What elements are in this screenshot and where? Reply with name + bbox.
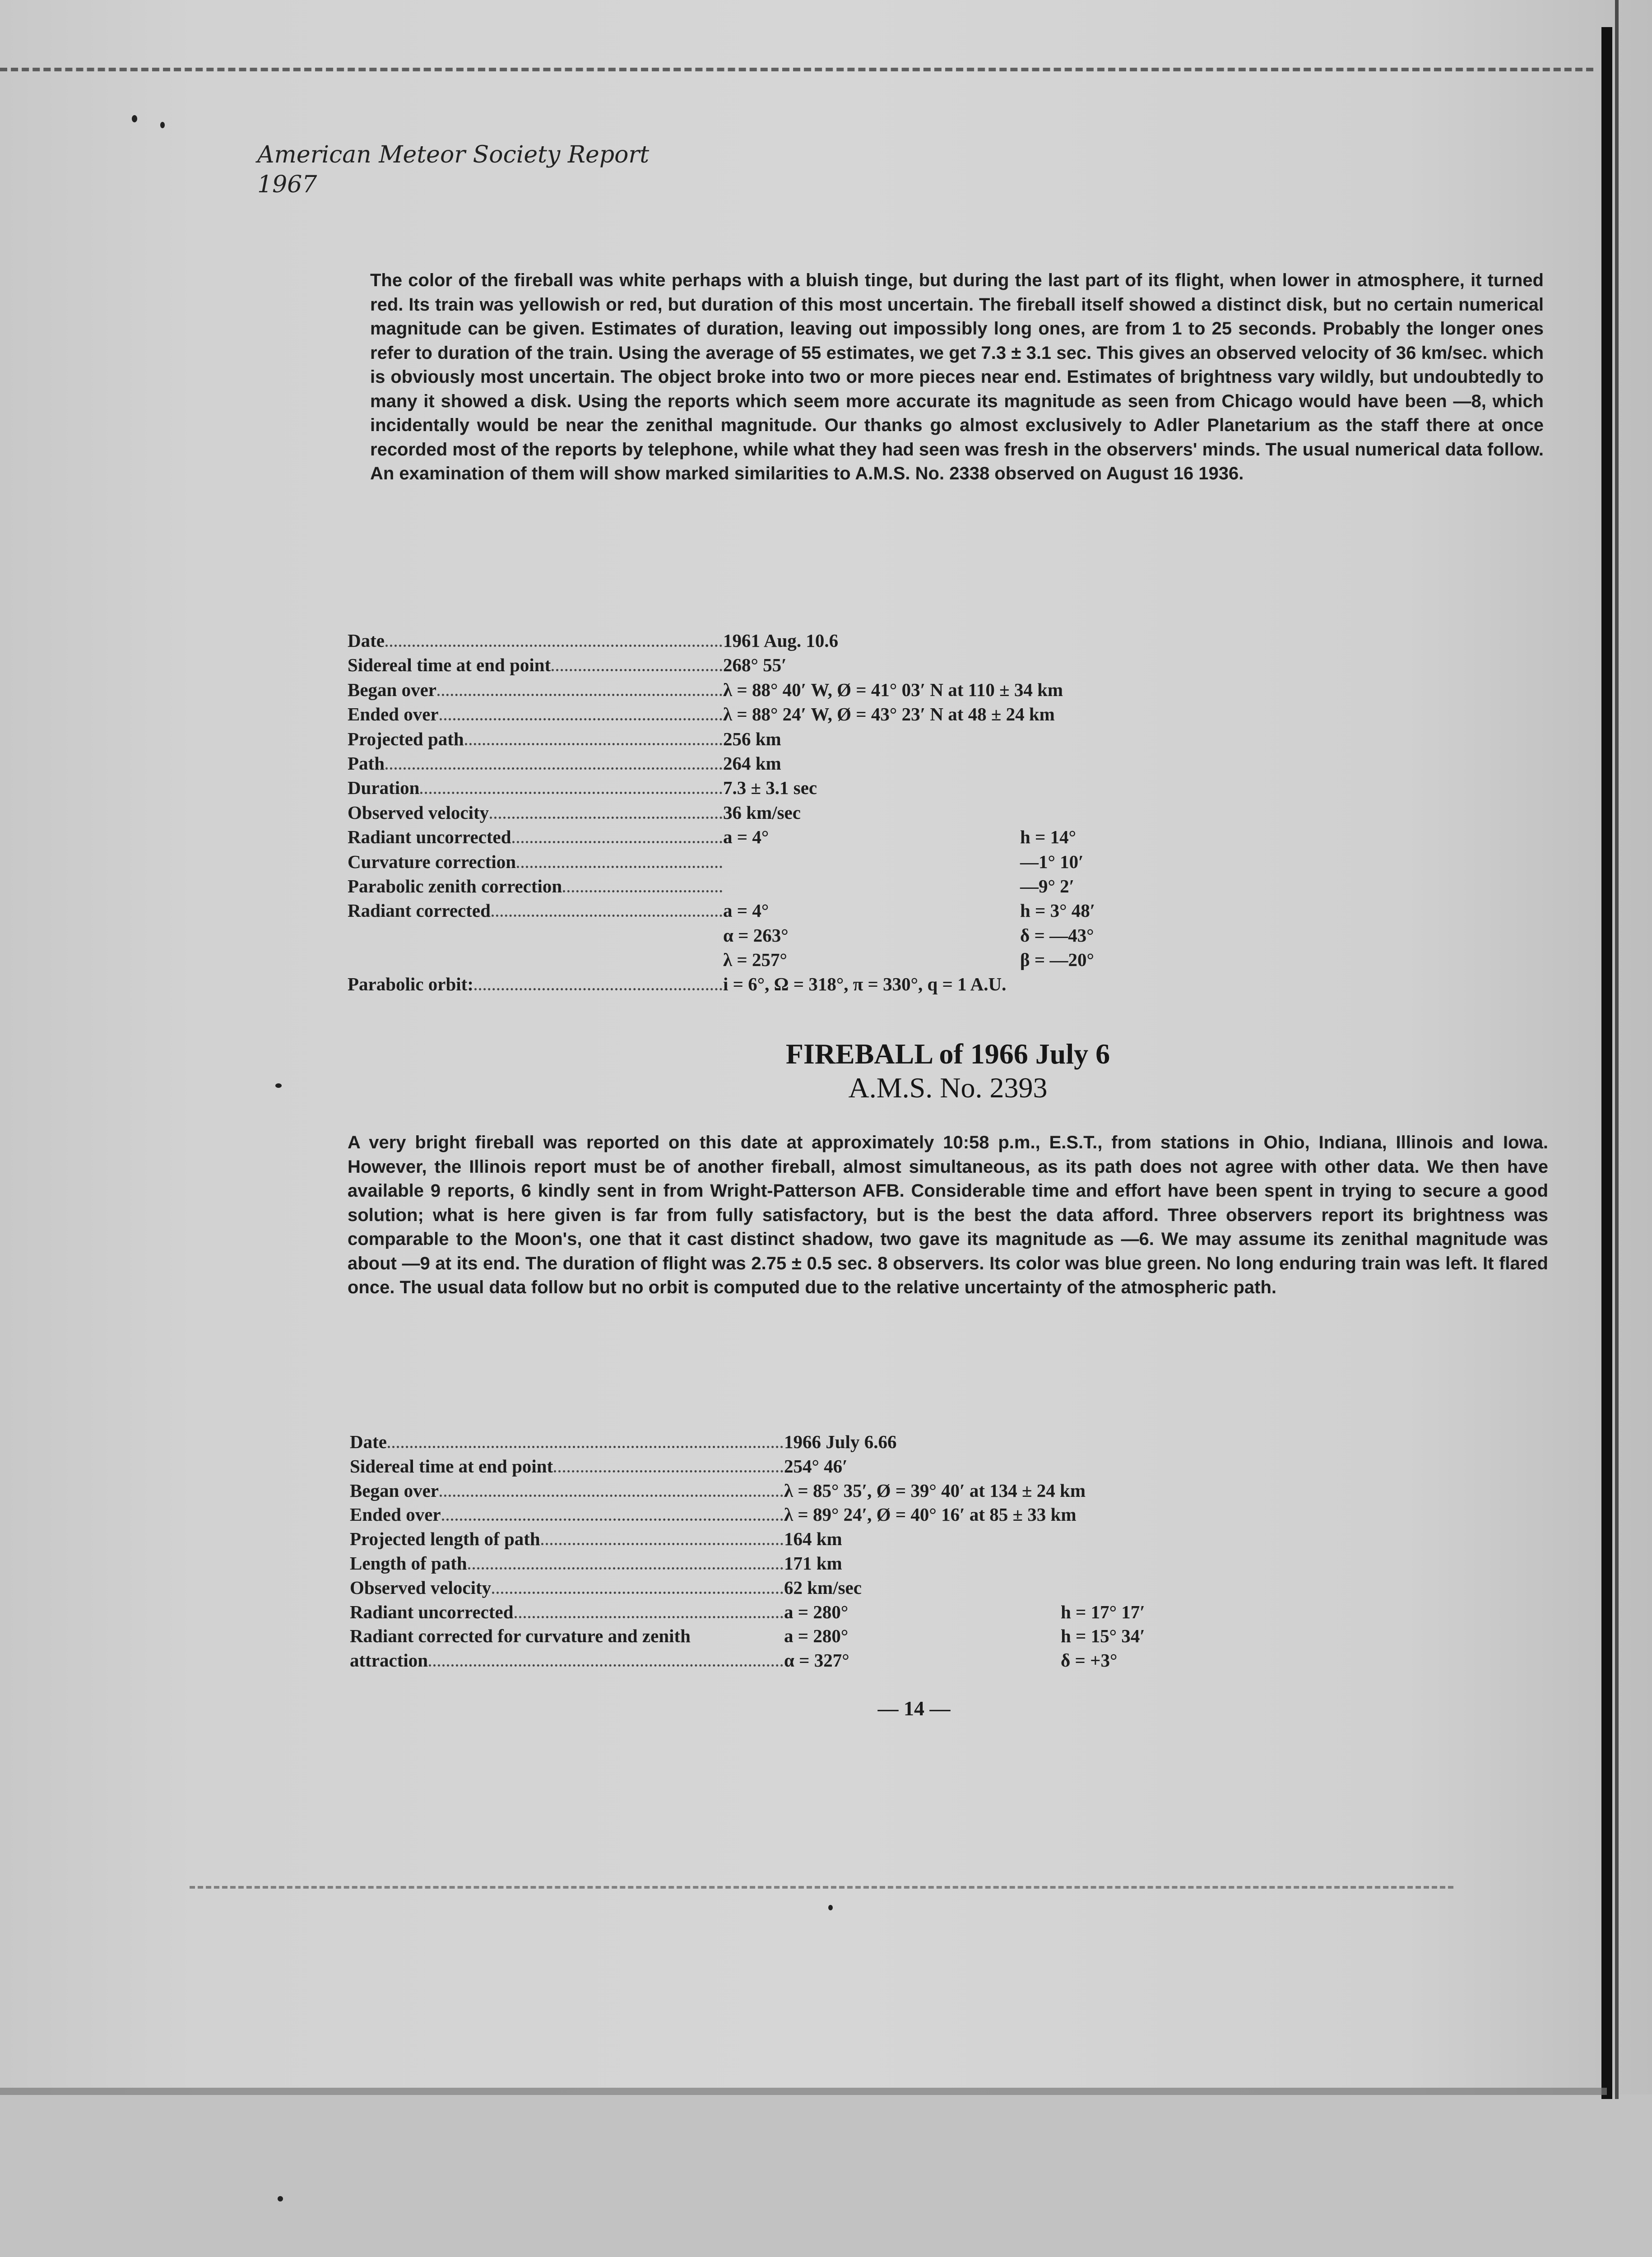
row-label: Date (348, 630, 385, 651)
scanner-background (0, 2094, 1652, 2257)
row-label: Ended over (350, 1504, 441, 1525)
row-label: Projected path (348, 728, 464, 749)
row-value: λ = 85° 35′, Ø = 39° 40′ at 134 ± 24 km (784, 1480, 1086, 1501)
table-row (350, 1552, 1546, 1577)
dust-speck (278, 2196, 283, 2201)
table-row (348, 900, 1544, 924)
table-row (350, 1431, 1546, 1455)
row-value: a = 4° (723, 900, 769, 921)
section-subtitle: A.M.S. No. 2393 (848, 1072, 1048, 1104)
fireball-1966-data-table (350, 1431, 1546, 1674)
row-value: 62 km/sec (784, 1577, 862, 1598)
sheet-bottom-edge (0, 2088, 1607, 2095)
row-value: 7.3 ± 3.1 sec (723, 777, 817, 799)
table-row (350, 1504, 1546, 1528)
row-label: Began over (348, 679, 436, 700)
row-label: Sidereal time at end point (350, 1455, 553, 1477)
row-value: λ = 88° 40′ W, Ø = 41° 03′ N at 110 ± 34 km (723, 679, 1063, 700)
row-value: 256 km (723, 728, 781, 749)
table-row (350, 1480, 1546, 1504)
row-value-2: —9° 2′ (1020, 875, 1075, 896)
dust-speck (132, 115, 137, 122)
row-value: 1966 July 6.66 (784, 1431, 897, 1452)
table-row (348, 802, 1544, 826)
table-row (348, 703, 1544, 728)
row-value: 1961 Aug. 10.6 (723, 630, 839, 651)
table-row (348, 851, 1544, 875)
row-value-2: δ = —43° (1020, 924, 1094, 946)
right-edge-shadow (1601, 27, 1612, 2099)
row-value-2: h = 15° 34′ (1061, 1625, 1145, 1647)
dust-speck (160, 122, 165, 128)
fireball-1961-data-table (348, 630, 1544, 998)
handwritten-note (257, 140, 799, 200)
document-page (257, 140, 1580, 1882)
row-value: a = 280° (784, 1625, 849, 1647)
row-label: Sidereal time at end point (348, 655, 551, 676)
handwritten-note-line-2: 1967 (257, 171, 317, 198)
bottom-edge-rule (190, 1886, 1453, 1889)
right-edge-line (1615, 0, 1619, 2099)
row-label: Radiant uncorrected (350, 1601, 514, 1622)
row-label: Curvature correction (348, 851, 516, 872)
row-value: 254° 46′ (784, 1455, 848, 1477)
section-title: FIREBALL of 1966 July 6 (785, 1038, 1110, 1070)
row-value: λ = 89° 24′, Ø = 40° 16′ at 85 ± 33 km (784, 1504, 1077, 1525)
row-label: Date (350, 1431, 387, 1452)
table-row (350, 1625, 1546, 1649)
row-value: λ = 88° 24′ W, Ø = 43° 23′ N at 48 ± 24 km (723, 704, 1055, 725)
table-row (350, 1455, 1546, 1480)
row-value: α = 327° (784, 1650, 849, 1671)
row-label: Duration (348, 777, 420, 799)
row-value-2: β = —20° (1020, 949, 1094, 971)
row-value-2: h = 17° 17′ (1061, 1601, 1145, 1622)
row-label: Began over (350, 1480, 439, 1501)
handwritten-note-line-1: American Meteor Society Report (257, 141, 650, 168)
row-label: Parabolic zenith correction (348, 875, 562, 896)
table-row (348, 826, 1544, 850)
table-row (348, 679, 1544, 703)
table-row (348, 973, 1544, 998)
row-value-2: h = 14° (1020, 827, 1077, 848)
table-row (350, 1649, 1546, 1674)
page-number: — 14 — (877, 1697, 951, 1720)
row-value: 36 km/sec (723, 802, 801, 823)
table-row (348, 752, 1544, 777)
table-row (348, 654, 1544, 678)
row-value: 171 km (784, 1552, 842, 1574)
table-row (348, 777, 1544, 801)
table-row (350, 1601, 1546, 1625)
row-label: attraction (350, 1650, 428, 1671)
row-label: Parabolic orbit: (348, 974, 473, 995)
table-row (348, 875, 1544, 900)
row-value-2: δ = +3° (1061, 1650, 1118, 1671)
table-row (350, 1528, 1546, 1552)
top-edge-rule (0, 68, 1593, 71)
row-value: i = 6°, Ω = 318°, π = 330°, q = 1 A.U. (723, 974, 1007, 995)
row-label: Path (348, 752, 385, 774)
row-label: Projected length of path (350, 1528, 540, 1550)
table-row (348, 728, 1544, 752)
dust-speck (828, 1905, 833, 1910)
row-label: Radiant corrected for curvature and zenith (350, 1625, 691, 1647)
row-label: Length of path (350, 1552, 467, 1574)
row-value: α = 263° (723, 924, 789, 946)
table-row (348, 630, 1544, 654)
row-label: Observed velocity (350, 1577, 492, 1598)
row-value: a = 280° (784, 1601, 849, 1622)
table-row (348, 949, 1544, 973)
row-label: Observed velocity (348, 802, 489, 823)
row-value: 268° 55′ (723, 655, 787, 676)
row-label: Radiant corrected (348, 900, 491, 921)
row-value-2: —1° 10′ (1020, 851, 1084, 872)
dust-speck (275, 1083, 282, 1088)
section-paragraph: A very bright fireball was reported on this date at approximately 10:58 p.m., E.S.T., from stations in Ohio, Indiana, Illinois and Iowa. However, the Illinois report must be of another fireball, almost simultaneous, as its path does not agree with other data. We then have available 9 reports, 6 kindly sent in from Wright-Patterson AFB. Considerable time and effort have been spent in trying to secure a good solution; what is here given is far from fully satisfactory, but is the best the data afford. Three observers report its brightness was comparable to the Moon's, one that it cast distinct shadow, two gave its magnitude as —6. We may assume its zenithal magnitude was about —9 at its end. The duration of flight was 2.75 ± 0.5 sec. 8 observers. Its color was blue green. No long enduring train was left. It flared once. The usual data follow but no orbit is computed due to the relative uncertainty of the atmospheric path. (348, 1133, 1548, 1297)
table-row (348, 924, 1544, 949)
row-value: 264 km (723, 752, 781, 774)
table-row (350, 1577, 1546, 1601)
row-value: λ = 257° (723, 949, 787, 971)
row-value: a = 4° (723, 827, 769, 848)
intro-paragraph: The color of the fireball was white perhaps with a bluish tinge, but during the last part of its flight, when lower in atmosphere, it turned red. Its train was yellowish or red, but duration of this most uncertain. The fireball itself showed a distinct disk, but no certain numerical magnitude can be given. Estimates of duration, leaving out impossibly long ones, are from 1 to 25 seconds. Probably the longer ones refer to duration of the train. Using the average of 55 estimates, we get 7.3 ± 3.1 sec. This gives an observed velocity of 36 km/sec. which is obviously most uncertain. The object broke into two or more pieces near end. Estimates of brightness vary wildly, but undoubtedly to many it showed a disk. Using the reports which seem more accurate its magnitude as seen from Chicago would have been —8, which incidentally would be near the zenithal magnitude. Our thanks go almost exclusively to Adler Planetarium as the staff there at once recorded most of the reports by telephone, while what they had seen was fresh in the observers' minds. The usual numerical data follow. An examination of them will show marked similarities to A.M.S. No. 2338 observed on August 16 1936. (370, 270, 1544, 483)
row-value: 164 km (784, 1528, 842, 1550)
row-label: Ended over (348, 704, 439, 725)
row-value-2: h = 3° 48′ (1020, 900, 1095, 921)
row-label: Radiant uncorrected (348, 827, 511, 848)
